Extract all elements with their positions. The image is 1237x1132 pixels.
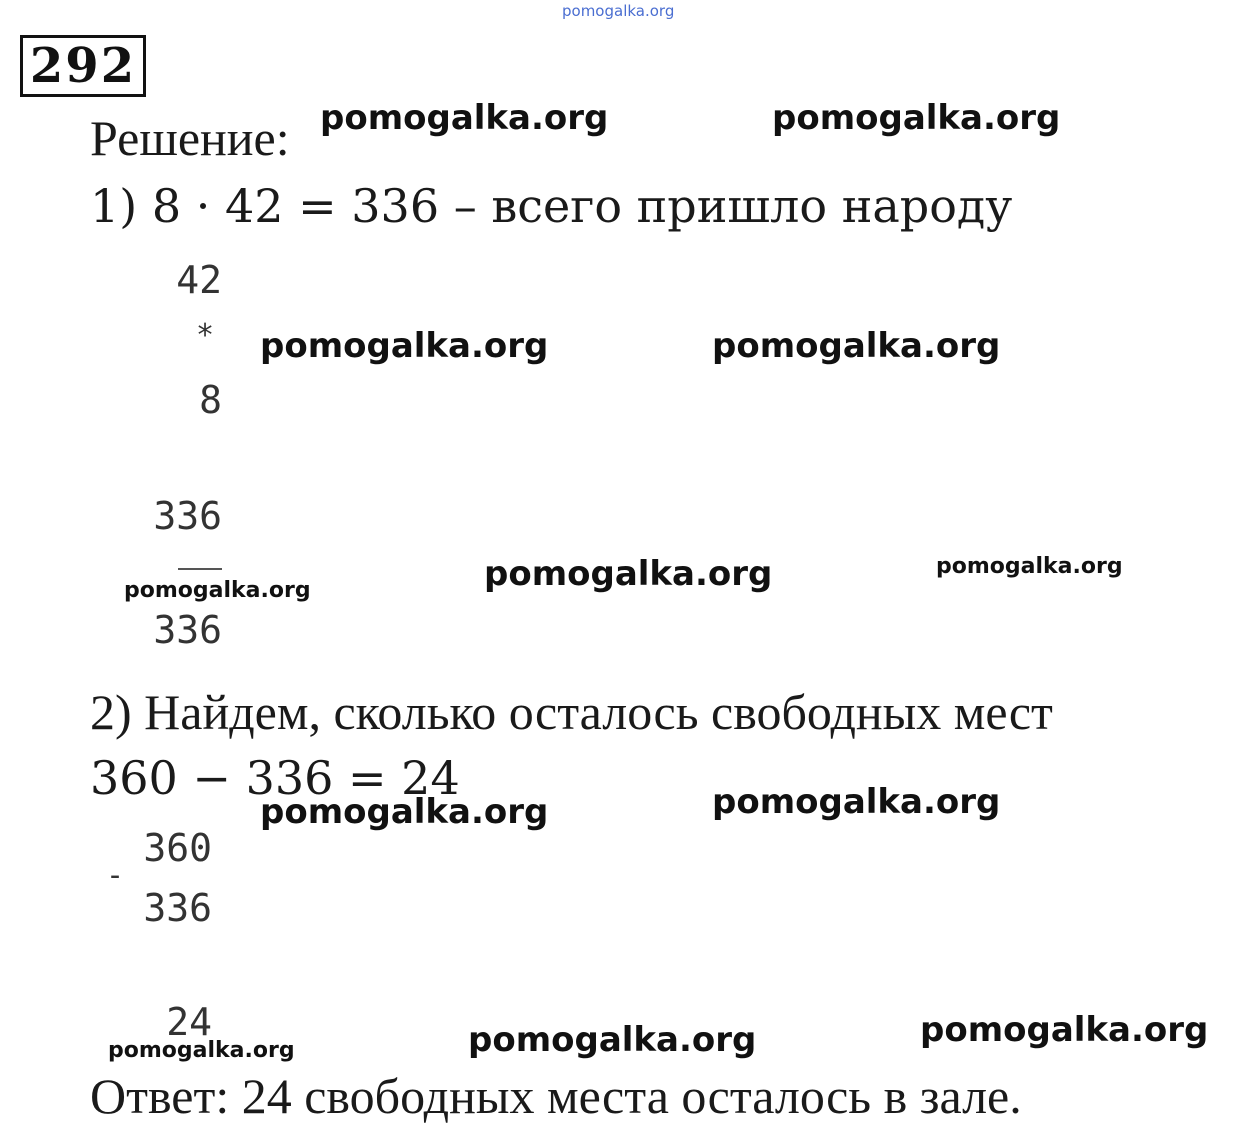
step-2-text: 2) Найдем, сколько осталось свободных мест (90, 684, 1053, 740)
calc1-operand-top: 42 (176, 258, 222, 302)
watermark: pomogalka.org (920, 1010, 1209, 1050)
calc2-operand-top: 360 (143, 826, 212, 870)
solution-heading: Решение: (90, 110, 290, 166)
equation-2: 360 − 336 = 24 (90, 751, 460, 805)
calc1-partial: 336 (153, 494, 222, 538)
step-1-text: 1) 8 · 42 = 336 – всего пришло народу (90, 179, 1013, 233)
calc1-rule (178, 568, 222, 570)
watermark: pomogalka.org (484, 554, 773, 594)
watermark: pomogalka.org (108, 1038, 295, 1063)
watermark: pomogalka.org (936, 554, 1123, 579)
watermark: pomogalka.org (320, 98, 609, 138)
calc2-operand-bottom: 336 (143, 886, 212, 930)
problem-number: 292 (20, 35, 146, 97)
watermark: pomogalka.org (712, 326, 1001, 366)
watermark: pomogalka.org (772, 98, 1061, 138)
watermark: pomogalka.org (468, 1020, 757, 1060)
calc2-result: 24 (166, 1000, 212, 1044)
calc1-operand-bottom: 8 (199, 378, 222, 422)
site-link[interactable]: pomogalka.org (562, 2, 675, 20)
calc2-operator: - (106, 858, 125, 893)
watermark: pomogalka.org (124, 578, 311, 603)
calc1-result: 336 (153, 608, 222, 652)
watermark: pomogalka.org (260, 326, 549, 366)
calc1-operator: * (196, 318, 215, 353)
watermark: pomogalka.org (712, 782, 1001, 822)
answer-text: Ответ: 24 свободных места осталось в зале. (90, 1068, 1022, 1124)
watermark: pomogalka.org (260, 792, 549, 832)
